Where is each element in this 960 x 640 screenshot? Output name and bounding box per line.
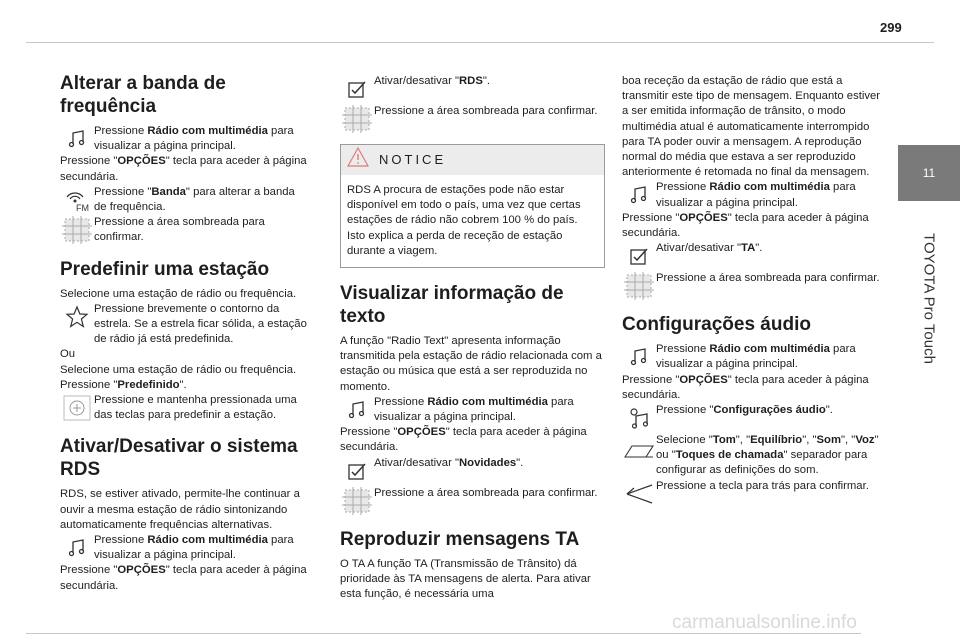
step-hold-key: Pressione e mantenha pressionada uma das teclas para predefinir a estação. [60,393,310,423]
music-note-icon [60,124,94,154]
music-note-icon [340,395,374,425]
warning-triangle-icon [347,147,369,172]
star-outline-icon [60,302,94,332]
shaded-area-icon [60,215,94,245]
music-note-icon [60,533,94,563]
notice-body: RDS A procura de estações pode não estar disponível em todo o país, uma vez que certas estações de rádio não cobrem 100 % do país. Isto explica a perda de receção de estação durante a viagem. [347,184,581,257]
step-confirm-3: Pressione a área sombreada para confirmar. [340,486,605,516]
chapter-title: TOYOTA Pro Touch [920,233,938,364]
top-divider [26,42,934,43]
heading-rds: Ativar/Desativar o sistema RDS [60,436,298,481]
shaded-area-icon [340,104,374,134]
notice-title: NOTICE [379,152,447,168]
back-arrow-icon [622,479,656,509]
step-ta-toggle: Ativar/desativar "TA". [622,241,884,271]
column-2: Ativar/desativar "RDS". Pressione a área sombreada para confirmar. NOTICE RDS A procura de estações pode não estar disponível em todo o país, uma vez que certas estações de rádio não cobrem 100 % do país. Isto explica a perda de receção de estação durante a viagem. Visualizar informação de texto A função "Radio Text" apresenta informação transmitida pela estação de rádio relacionada com a estação ou música que está a ser reproduzida no momento. Pressione Rádio com multimédia para visualizar a página principal. Pressione "OPÇÕES" tecla para aceder à página secundária. Ativar/desativar "Novidades". Pressione a área sombreada para confirmar. Reproduzir mensagens TA O TA A função TA (Transmissão de Trânsito) dá prioridade às TA mensagens de alerta. Para ativar esta função, é necessária uma [340,74,605,602]
step-confirm-2: Pressione a área sombreada para confirmar. [340,104,605,134]
shaded-area-icon [340,486,374,516]
step-confirm-4: Pressione a área sombreada para confirmar. [622,271,884,301]
notice-box [340,144,605,268]
svg-text:FM: FM [76,202,89,212]
watermark: carmanualsonline.info [672,612,857,633]
heading-change-band: Alterar a banda de frequência [60,73,226,117]
step-radio-media-4: Pressione Rádio com multimédia para visualizar a página principal. [622,180,884,210]
step-options: Pressione "OPÇÕES" tecla para aceder à página secundária. [60,155,307,183]
step-band: FM Pressione "Banda" para alterar a banda de frequência. [60,185,310,215]
column-1: Alterar a banda de frequência Pressione Rádio com multimédia para visualizar a página principal. Pressione "OPÇÕES" tecla para aceder à página secundária. FM Pressione "Banda" para alterar a banda de frequência. Pressione a área sombreada para confirmar. Predefinir uma estação Selecione uma estação de rádio ou frequência. Pressione brevemente o contorno da estrela. Se a estrela ficar sólida, a estação de rádio já está predefinida. Ou Selecione uma estação de rádio ou frequência. Pressione "Predefinido". Pressione e mantenha pressionada uma das teclas para predefinir a estação. Ativar/Desativar o sistema RDS RDS, se estiver ativado, permite-lhe continuar a ouvir a mesma estação de rádio sintonizando automaticamente frequências alternativas. Pressione Rádio com multimédia para visualizar a página principal. Pressione "OPÇÕES" tecla para aceder à página secundária. [60,72,310,594]
heading-radio-text: Visualizar informação de texto [340,283,564,328]
checkbox-icon [340,456,374,486]
music-note-icon [622,342,656,372]
radio-fm-icon [60,185,94,215]
step-radio-media-3: Pressione Rádio com multimédia para visualizar a página principal. [340,395,605,425]
heading-ta-messages: Reproduzir mensagens TA [340,528,580,550]
step-select-tab: Selecione "Tom", "Equilíbrio", "Som", "Voz" ou "Toques de chamada" separador para configurar as definições do som. [622,433,884,479]
chapter-tab[interactable]: 11 [898,145,960,201]
column-3: boa receção da estação de rádio que está a transmitir este tipo de mensagem. Enquanto estiver a ser emitida informação de trânsito, o modo multimédia atual é automaticamente interrompido para TA poder ouvir a mensagem. A reprodução normal do média que estava a ser reproduzido anteriormente é retomada no final da mensagem. Pressione Rádio com multimédia para visualizar a página principal. Pressione "OPÇÕES" tecla para aceder à página secundária. Ativar/desativar "TA". Pressione a área sombreada para confirmar. Configurações áudio Pressione Rádio com multimédia para visualizar a página principal. Pressione "OPÇÕES" tecla para aceder à página secundária. Pressione "Configurações áudio". Selecione "Tom", "Equilíbrio", "Som", "Voz" ou "Toques de chamada" separador para configurar as definições do som. Pressione a tecla para trás para confirmar. [622,74,884,509]
heading-audio-settings: Configurações áudio [622,314,811,336]
checkbox-icon [340,74,374,104]
step-radio-media-5: Pressione Rádio com multimédia para visualizar a página principal. [622,342,884,372]
step-rds-toggle: Ativar/desativar "RDS". [340,74,605,104]
shaded-area-icon [622,271,656,301]
music-note-icon [622,180,656,210]
step-audio-settings: Pressione "Configurações áudio". [622,403,884,433]
tab-selector-icon [622,433,656,463]
step-radio-media: Pressione Rádio com multimédia para visualizar a página principal. [60,124,310,154]
step-radio-media-2: Pressione Rádio com multimédia para visualizar a página principal. [60,533,310,563]
step-confirm: Pressione a área sombreada para confirmar. [60,215,310,245]
add-preset-icon [60,393,94,423]
step-back: Pressione a tecla para trás para confirmar. [622,479,884,509]
heading-preset-station: Predefinir uma estação [60,258,270,280]
step-news-toggle: Ativar/desativar "Novidades". [340,456,605,486]
music-settings-icon [622,403,656,433]
page-number: 299 [880,20,902,35]
step-star: Pressione brevemente o contorno da estrela. Se a estrela ficar sólida, a estação de rádio já está predefinida. [60,302,310,348]
checkbox-icon [622,241,656,271]
